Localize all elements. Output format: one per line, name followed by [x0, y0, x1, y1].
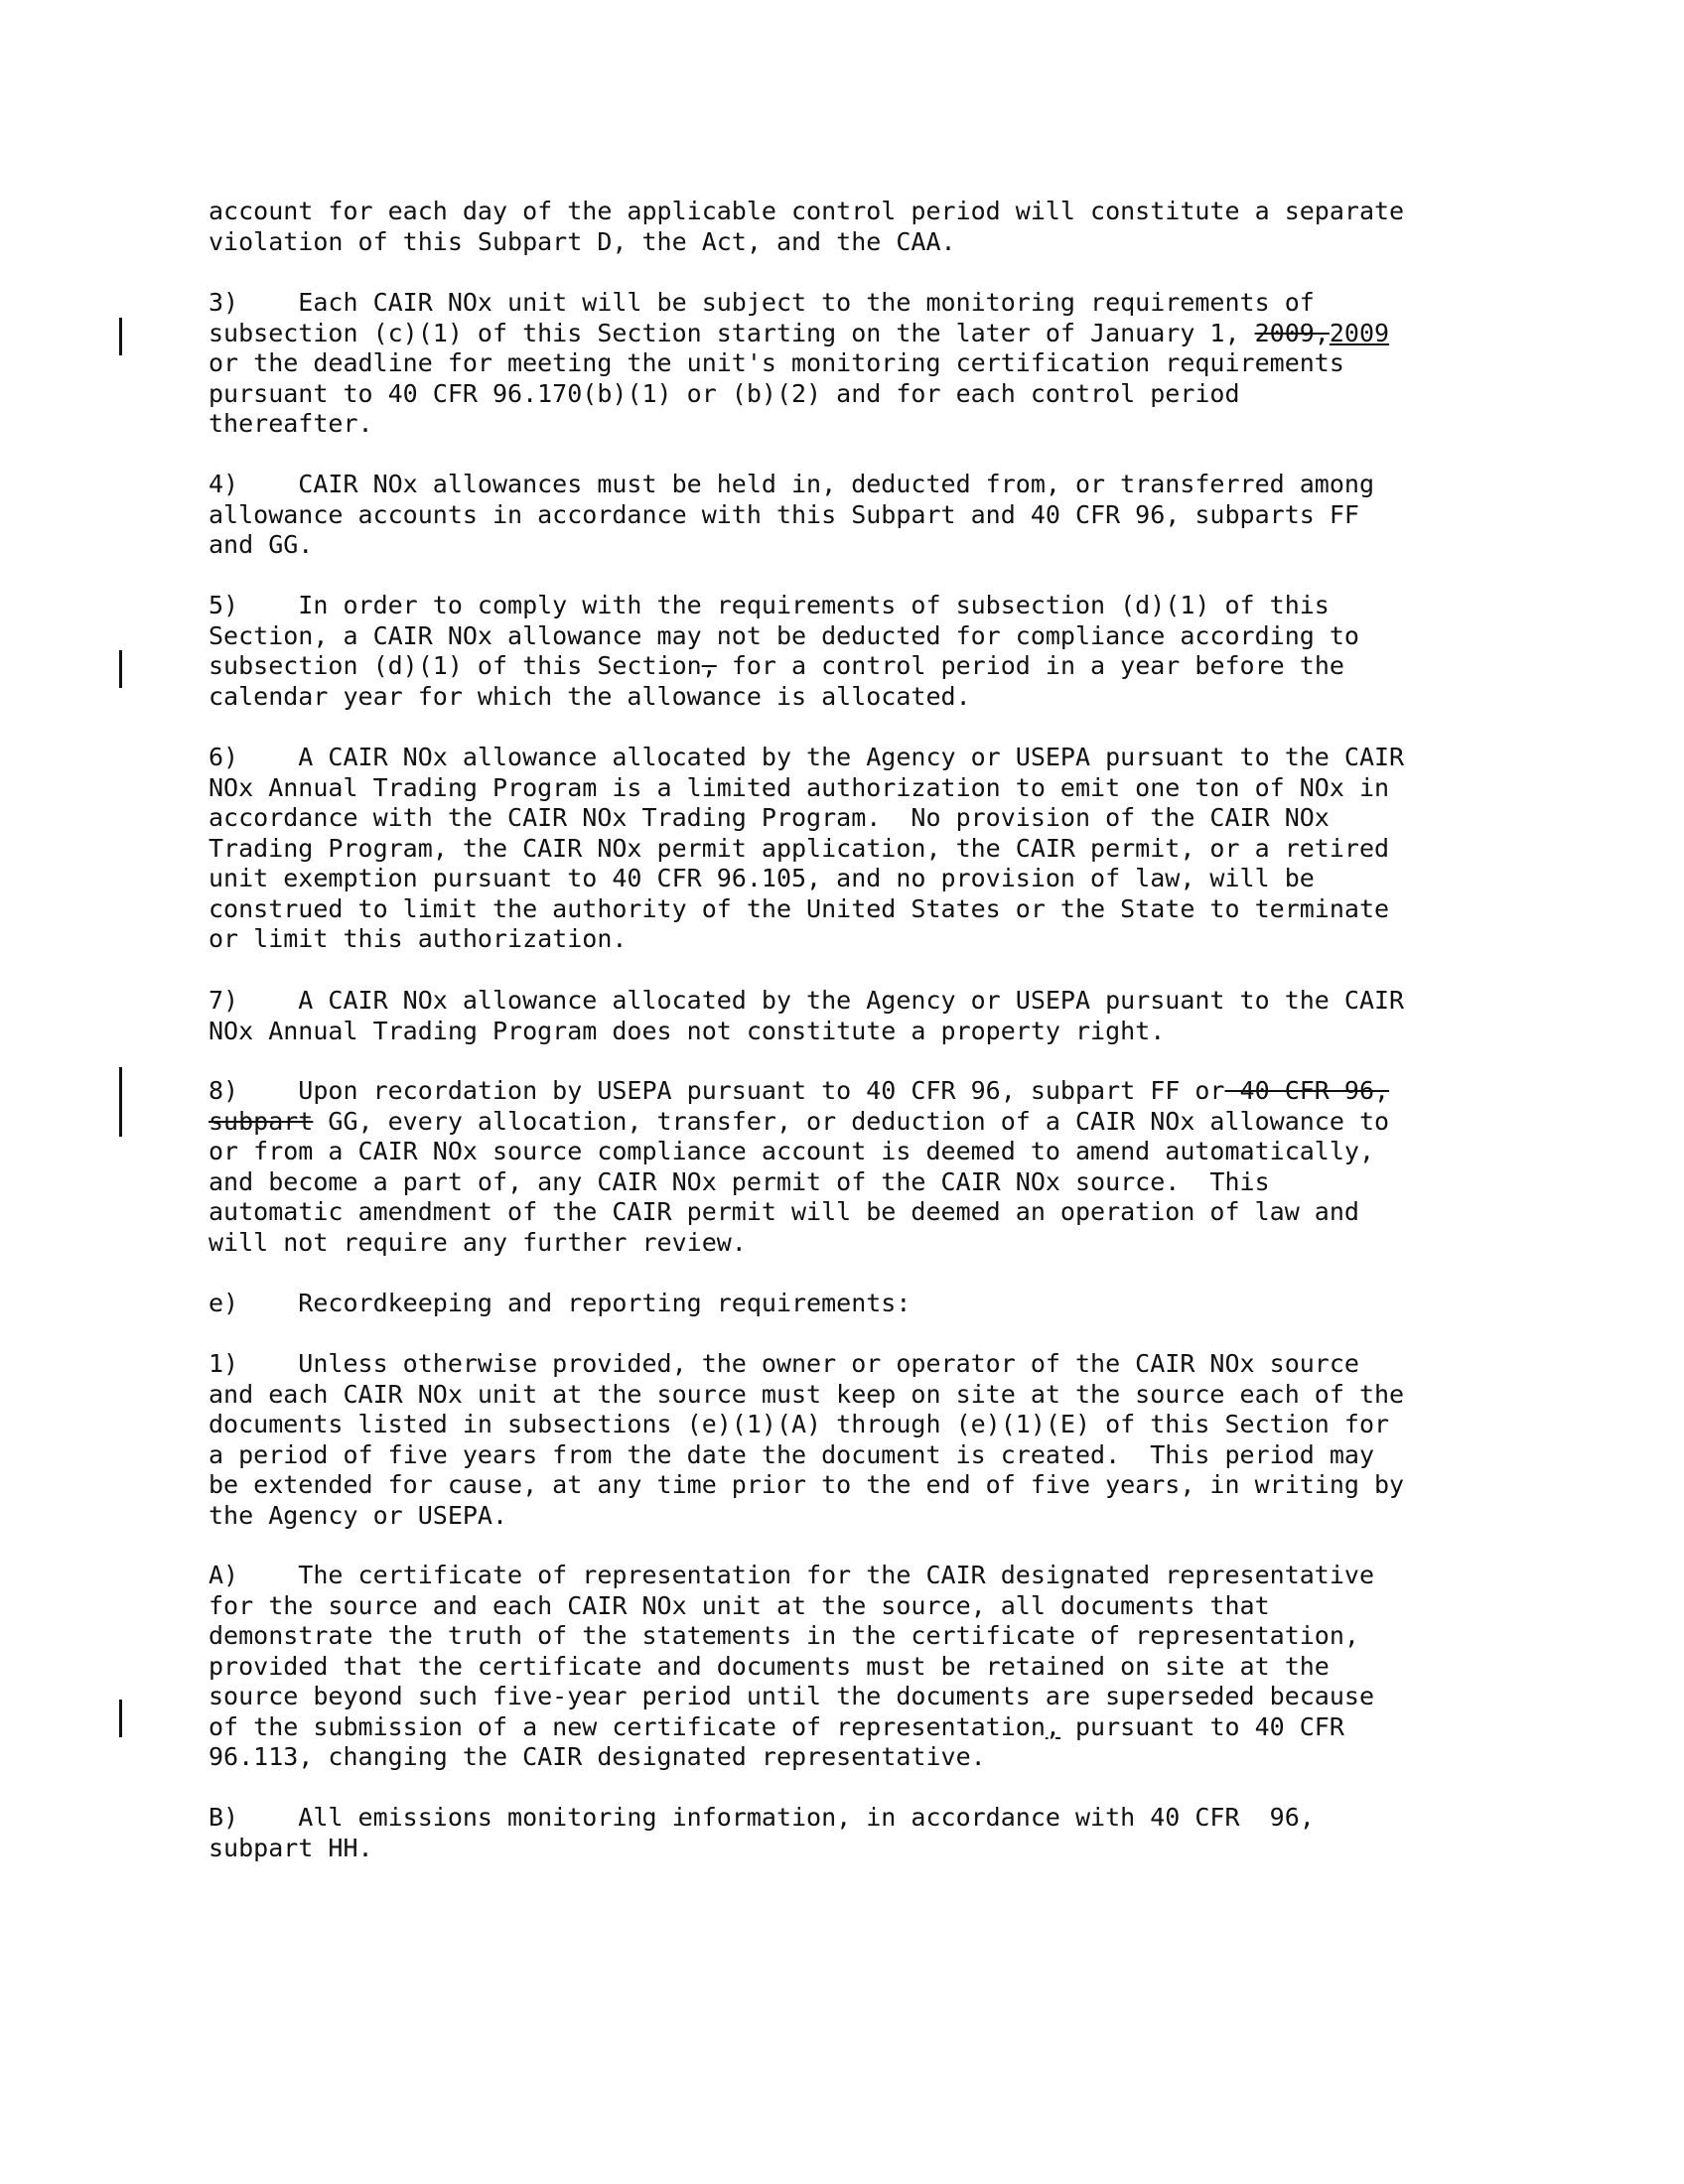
deleted-text: 40 CFR 96,: [1224, 1076, 1390, 1105]
text-line: calendar year for which the allowance is allocated.: [209, 681, 971, 711]
text-line: 6) A CAIR NOx allowance allocated by the Agency or USEPA pursuant to the CAIR: [209, 743, 1405, 771]
deleted-text: 2009,: [1254, 318, 1330, 347]
text-line: and become a part of, any CAIR NOx permit of the CAIR NOx source. This: [209, 1166, 1270, 1196]
paragraph-intro: [209, 197, 1539, 257]
text-line: for a control period in a year before the: [716, 651, 1344, 680]
text-line: provided that the certificate and documents must be retained on site at the: [209, 1651, 1330, 1681]
paragraph-item-A: [209, 1561, 1539, 1773]
change-bar: [119, 1700, 122, 1737]
text-line: A) The certificate of representation for the CAIR designated representative: [209, 1561, 1374, 1589]
text-line: a period of five years from the date the document is created. This period may: [209, 1439, 1374, 1469]
paragraph-item-e: [209, 1289, 1539, 1319]
text-line: pursuant to 40 CFR: [1059, 1711, 1344, 1741]
text-line: or from a CAIR NOx source compliance account is deemed to amend automatically,: [209, 1137, 1374, 1165]
paragraph-item-B: [209, 1803, 1539, 1863]
text-line: allowance accounts in accordance with this Subpart and 40 CFR 96, subparts FF: [209, 499, 1359, 529]
text-line: 3) Each CAIR NOx unit will be subject to the monitoring requirements of: [209, 288, 1315, 317]
text-line: or limit this authorization.: [209, 924, 628, 953]
text-line: unit exemption pursuant to 40 CFR 96.105, and no provision of law, will be: [209, 864, 1315, 892]
text-line: NOx Annual Trading Program does not constitute a property right.: [209, 1016, 1166, 1045]
text-line: pursuant to 40 CFR 96.170(b)(1) or (b)(2) and for each control period: [209, 378, 1240, 408]
text-line: documents listed in subsections (e)(1)(A) through (e)(1)(E) of this Section for: [209, 1410, 1390, 1438]
text-line: GG, every allocation, transfer, or deduction of a CAIR NOx allowance to: [313, 1106, 1390, 1136]
paragraph-item-3: [209, 288, 1539, 440]
change-bar: [119, 1067, 122, 1137]
text-line: demonstrate the truth of the statements in the certificate of representation,: [209, 1621, 1359, 1650]
text-line: Section, a CAIR NOx allowance may not be deducted for compliance according to: [209, 620, 1359, 650]
deleted-text: ,: [701, 651, 717, 680]
text-line: 5) In order to comply with the requirements of subsection (d)(1) of this: [209, 591, 1330, 619]
text-line: Trading Program, the CAIR NOx permit application, the CAIR permit, or a retired: [209, 833, 1390, 863]
text-line: source beyond such five-year period until the documents are superseded because: [209, 1682, 1374, 1710]
text-line: 96.113, changing the CAIR designated representative.: [209, 1742, 986, 1771]
text-line: the Agency or USEPA.: [209, 1500, 508, 1530]
text-line: accordance with the CAIR NOx Trading Program. No provision of the CAIR NOx: [209, 803, 1330, 832]
text-line: automatic amendment of the CAIR permit will be deemed an operation of law and: [209, 1197, 1359, 1226]
text-line: subsection (d)(1) of this Section: [209, 651, 702, 680]
text-line: of the submission of a new certificate of representation: [209, 1711, 1046, 1741]
text-line: 4) CAIR NOx allowances must be held in, deducted from, or transferred among: [209, 470, 1374, 498]
text-line: 1) Unless otherwise provided, the owner or operator of the CAIR NOx source: [209, 1349, 1359, 1378]
paragraph-item-7: [209, 986, 1539, 1046]
text-line: B) All emissions monitoring information, in accordance with 40 CFR 96,: [209, 1803, 1315, 1832]
text-line: 7) A CAIR NOx allowance allocated by the Agency or USEPA pursuant to the CAIR: [209, 986, 1405, 1015]
text-line: for the source and each CAIR NOx unit at the source, all documents that: [209, 1590, 1270, 1620]
text-line: violation of this Subpart D, the Act, and the CAA.: [209, 226, 956, 256]
text-line: NOx Annual Trading Program is a limited authorization to emit one ton of NOx in: [209, 772, 1390, 802]
paragraph-item-5: [209, 591, 1539, 712]
text-line: will not require any further review.: [209, 1227, 747, 1257]
text-line: be extended for cause, at any time prior to the end of five years, in writing by: [209, 1470, 1405, 1499]
text-line: subsection (c)(1) of this Section starting on the later of January 1,: [209, 318, 1255, 347]
change-bar: [119, 650, 122, 688]
text-line: construed to limit the authority of the United States or the State to terminate: [209, 893, 1390, 923]
paragraph-item-e1: [209, 1349, 1539, 1531]
change-bar: [119, 318, 122, 355]
paragraph-item-4: [209, 470, 1539, 561]
paragraph-item-6: [209, 743, 1539, 955]
text-line: 8) Upon recordation by USEPA pursuant to 40 CFR 96, subpart FF or: [209, 1076, 1225, 1105]
text-line: and each CAIR NOx unit at the source must keep on site at the source each of the: [209, 1379, 1405, 1409]
text-line: e) Recordkeeping and reporting requirements:: [209, 1289, 912, 1317]
text-line: subpart HH.: [209, 1833, 373, 1862]
text-line: and GG.: [209, 530, 314, 559]
text-line: account for each day of the applicable control period will constitute a separate: [209, 197, 1405, 225]
paragraph-item-8: [209, 1076, 1539, 1258]
text-line: thereafter.: [209, 409, 373, 438]
deleted-text: subpart: [209, 1106, 314, 1136]
inserted-text: ,: [1045, 1711, 1060, 1741]
text-line: or the deadline for meeting the unit's monitoring certification requirements: [209, 348, 1344, 377]
inserted-text: 2009: [1329, 318, 1390, 347]
